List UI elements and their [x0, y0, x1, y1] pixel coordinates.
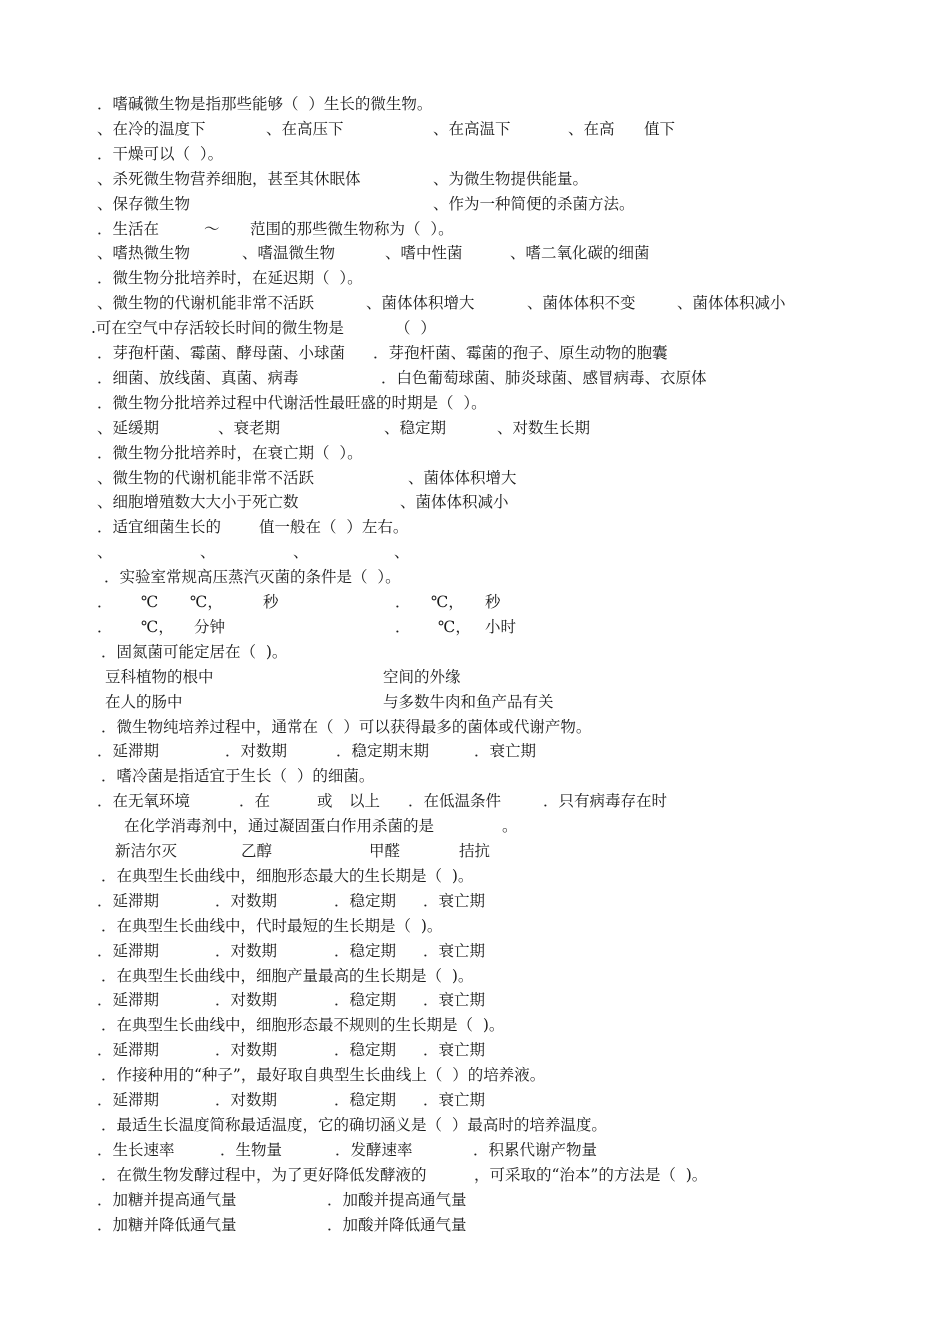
text-segment: ．加糖并降低通气量 — [97, 1215, 237, 1234]
text-segment: ．对数期 — [225, 742, 288, 761]
text-segment: 乙醇 — [241, 842, 273, 860]
text-segment: ℃， — [431, 593, 464, 611]
text-segment: ．衰亡期 — [423, 1091, 486, 1109]
text-segment: 、保存微生物 — [97, 194, 191, 213]
text-segment: ．稳定期 — [334, 1041, 397, 1060]
text-line — [0, 441, 950, 466]
text-segment: ．细菌、放线菌、真菌、病毒 — [97, 368, 299, 387]
text-line — [0, 1088, 950, 1113]
text-segment: ．生长速率 — [97, 1140, 175, 1159]
text-segment: ．延滞期 — [97, 891, 160, 910]
text-segment: ．稳定期 — [334, 991, 397, 1010]
text-line — [0, 889, 950, 914]
text-line — [0, 391, 950, 416]
text-line — [0, 291, 950, 316]
text-line — [0, 764, 950, 789]
text-line — [0, 964, 950, 989]
text-segment: ．嗜冷菌是指适宜于生长（ ）的细菌。 — [101, 767, 375, 786]
text-segment: ．积累代谢产物量 — [473, 1140, 598, 1159]
text-segment: ．延滞期 — [97, 941, 160, 960]
text-segment: 、微生物的代谢机能非常不活跃 — [97, 468, 315, 487]
text-segment: ． — [395, 617, 411, 636]
text-segment: 分钟 — [194, 617, 226, 636]
text-segment: ．最适生长温度简称最适温度，它的确切涵义是（ ）最高时的培养温度。 — [101, 1115, 607, 1134]
text-segment: 在人的肠中 — [105, 692, 183, 711]
text-line — [0, 1113, 950, 1138]
text-line — [0, 540, 950, 565]
text-segment: ℃， — [190, 593, 223, 611]
text-segment: ．生活在 — [97, 219, 160, 238]
text-line — [0, 640, 950, 665]
text-segment: 、 — [97, 543, 113, 562]
text-segment: 、稳定期 — [384, 418, 447, 437]
text-segment: ．稳定期末期 — [336, 742, 430, 761]
text-segment: ．对数期 — [215, 891, 278, 910]
text-segment: ．延滞期 — [97, 1091, 160, 1109]
text-segment: .可在空气中存活较长时间的微生物是 — [91, 319, 344, 338]
text-segment: ．加酸并提高通气量 — [327, 1190, 467, 1209]
text-segment: 、在高温下 — [433, 119, 511, 138]
text-segment: 。 — [502, 817, 518, 836]
text-segment: ～ — [204, 219, 220, 238]
text-segment: 、菌体体积不变 — [527, 294, 636, 313]
text-line — [0, 988, 950, 1013]
text-segment: 、嗜二氧化碳的细菌 — [510, 244, 650, 263]
text-segment: 、在高 — [568, 119, 615, 138]
text-line — [0, 1188, 950, 1213]
text-segment: ．在典型生长曲线中，细胞形态最大的生长期是（ )。 — [101, 866, 474, 885]
text-segment: 小时 — [485, 617, 517, 636]
text-segment: ．在低温条件 — [408, 792, 502, 811]
text-line — [0, 341, 950, 366]
text-segment: ．固氮菌可能定居在（ )。 — [101, 642, 288, 661]
text-segment: ．在典型生长曲线中，细胞产量最高的生长期是（ )。 — [101, 966, 474, 985]
text-line — [0, 217, 950, 242]
text-segment: 在化学消毒剂中，通过凝固蛋白作用杀菌的是 — [124, 817, 435, 836]
text-segment: ，可采取的“治本”的方法是（ )。 — [474, 1165, 708, 1184]
text-segment: 、 — [200, 543, 216, 562]
text-line — [0, 142, 950, 167]
text-line — [0, 665, 950, 690]
text-segment: 拮抗 — [459, 842, 491, 860]
text-line — [0, 914, 950, 939]
text-segment: ．干燥可以（ ）。 — [97, 144, 224, 163]
text-segment: 、杀死微生物营养细胞，甚至其休眠体 — [97, 169, 361, 188]
text-segment: ．对数期 — [215, 1091, 278, 1109]
text-segment: 空间的外缘 — [383, 667, 461, 686]
text-segment: 、在高压下 — [266, 119, 344, 138]
text-line — [0, 1063, 950, 1088]
text-segment: 甲醛 — [369, 842, 401, 860]
text-segment: 、嗜热微生物 — [97, 244, 191, 263]
text-segment: 、 — [293, 543, 309, 562]
text-segment: 或 — [317, 792, 333, 811]
text-segment: ．稳定期 — [334, 891, 397, 910]
text-segment: ．只有病毒存在时 — [543, 792, 668, 811]
text-segment: 、微生物的代谢机能非常不活跃 — [97, 294, 315, 313]
text-line — [0, 690, 950, 715]
text-segment: 、菌体体积增大 — [366, 294, 475, 313]
text-segment: ．实验室常规高压蒸汽灭菌的条件是（ ）。 — [104, 568, 401, 587]
text-segment: ．延滞期 — [97, 1041, 160, 1060]
text-line — [0, 515, 950, 540]
text-segment: ．嗜碱微生物是指那些能够（ ）生长的微生物。 — [97, 95, 433, 113]
text-line — [0, 1213, 950, 1238]
text-line — [0, 789, 950, 814]
text-line — [0, 615, 950, 640]
text-segment: （ ） — [395, 319, 436, 338]
text-segment: ．衰亡期 — [423, 991, 486, 1010]
text-line — [0, 1138, 950, 1163]
text-segment: ．加糖并提高通气量 — [97, 1190, 237, 1209]
text-segment: ．发酵速率 — [335, 1140, 413, 1159]
text-segment: ．衰亡期 — [423, 941, 486, 960]
text-segment: ． — [395, 593, 411, 611]
text-segment: 、延缓期 — [97, 418, 160, 437]
text-line — [0, 864, 950, 889]
text-segment: 值一般在（ ）左右。 — [259, 518, 409, 537]
text-segment: ．在典型生长曲线中，代时最短的生长期是（ )。 — [101, 916, 443, 935]
text-segment: ．芽孢杆菌、霉菌、酵母菌、小球菌 — [97, 344, 346, 362]
text-segment: 、 — [394, 543, 410, 562]
text-line — [0, 839, 950, 864]
text-line — [0, 715, 950, 740]
text-line — [0, 316, 950, 341]
text-segment: ．在 — [239, 792, 271, 811]
text-segment: 、细胞增殖数大大小于死亡数 — [97, 493, 299, 512]
text-segment: 豆科植物的根中 — [105, 667, 214, 686]
text-segment: ．延滞期 — [97, 742, 160, 761]
text-segment: ． — [97, 593, 113, 611]
text-segment: 、嗜温微生物 — [242, 244, 336, 263]
text-line — [0, 266, 950, 291]
text-line — [0, 167, 950, 192]
text-segment: ．稳定期 — [334, 941, 397, 960]
text-segment: 、在冷的温度下 — [97, 119, 206, 138]
text-line — [0, 416, 950, 441]
text-segment: ．微生物分批培养过程中代谢活性最旺盛的时期是（ ）。 — [97, 393, 487, 412]
text-segment: ℃， — [438, 617, 471, 636]
text-segment: ．芽孢杆菌、霉菌的孢子、原生动物的胞囊 — [373, 344, 668, 362]
text-line — [0, 241, 950, 266]
text-segment: ．衰亡期 — [423, 891, 486, 910]
text-segment: ．微生物纯培养过程中，通常在（ ）可以获得最多的菌体或代谢产物。 — [101, 717, 592, 736]
text-line — [0, 814, 950, 839]
text-segment: 、菌体体积增大 — [408, 468, 517, 487]
text-line — [0, 1013, 950, 1038]
text-segment: ．加酸并降低通气量 — [327, 1215, 467, 1234]
text-segment: ．对数期 — [215, 991, 278, 1010]
text-line — [0, 366, 950, 391]
text-line — [0, 1163, 950, 1188]
text-segment: ℃， — [141, 617, 174, 636]
text-segment: ．衰亡期 — [474, 742, 537, 761]
text-segment: 值下 — [644, 119, 676, 138]
text-segment: 以上 — [349, 792, 381, 811]
text-segment: 、衰老期 — [218, 418, 281, 437]
text-segment: ．微生物分批培养时，在衰亡期（ ）。 — [97, 443, 363, 462]
text-segment: ．延滞期 — [97, 991, 160, 1010]
text-line — [0, 590, 950, 615]
text-line — [0, 739, 950, 764]
text-segment: 与多数牛肉和鱼产品有关 — [383, 692, 554, 711]
text-segment: 、菌体体积减小 — [400, 493, 509, 512]
text-segment: ．对数期 — [215, 1041, 278, 1060]
text-line — [0, 117, 950, 142]
text-line — [0, 565, 950, 590]
text-segment: 新洁尔灭 — [115, 842, 178, 860]
text-segment: 、为微生物提供能量。 — [433, 169, 589, 188]
text-segment: ．白色葡萄球菌、肺炎球菌、感冒病毒、衣原体 — [381, 368, 707, 387]
text-segment: ．生物量 — [220, 1140, 283, 1159]
text-segment: 、菌体体积减小 — [677, 294, 786, 313]
text-segment: 秒 — [485, 593, 501, 611]
text-line — [0, 939, 950, 964]
text-line — [0, 92, 950, 117]
text-segment: 范围的那些微生物称为（ ）。 — [250, 219, 454, 238]
text-segment: ．适宜细菌生长的 — [97, 518, 222, 537]
text-segment: 秒 — [263, 593, 279, 611]
text-segment: ．在无氧环境 — [97, 792, 191, 811]
text-segment: ． — [97, 617, 113, 636]
text-line — [0, 490, 950, 515]
text-segment: 、对数生长期 — [497, 418, 591, 437]
text-segment: 、作为一种简便的杀菌方法。 — [433, 194, 635, 213]
text-segment: ．稳定期 — [334, 1091, 397, 1109]
text-line — [0, 192, 950, 217]
text-segment: ℃ — [141, 593, 159, 611]
text-segment: ．微生物分批培养时，在延迟期（ ）。 — [97, 269, 363, 288]
text-segment: ．在微生物发酵过程中，为了更好降低发酵液的 — [101, 1165, 427, 1184]
text-segment: ．在典型生长曲线中，细胞形态最不规则的生长期是（ )。 — [101, 1016, 505, 1035]
text-segment: ．衰亡期 — [423, 1041, 486, 1060]
text-segment: ．作接种用的“种子”，最好取自典型生长曲线上（ ）的培养液。 — [101, 1066, 546, 1085]
text-segment: 、嗜中性菌 — [385, 244, 463, 263]
text-line — [0, 1038, 950, 1063]
text-line — [0, 466, 950, 491]
text-segment: ．对数期 — [215, 941, 278, 960]
